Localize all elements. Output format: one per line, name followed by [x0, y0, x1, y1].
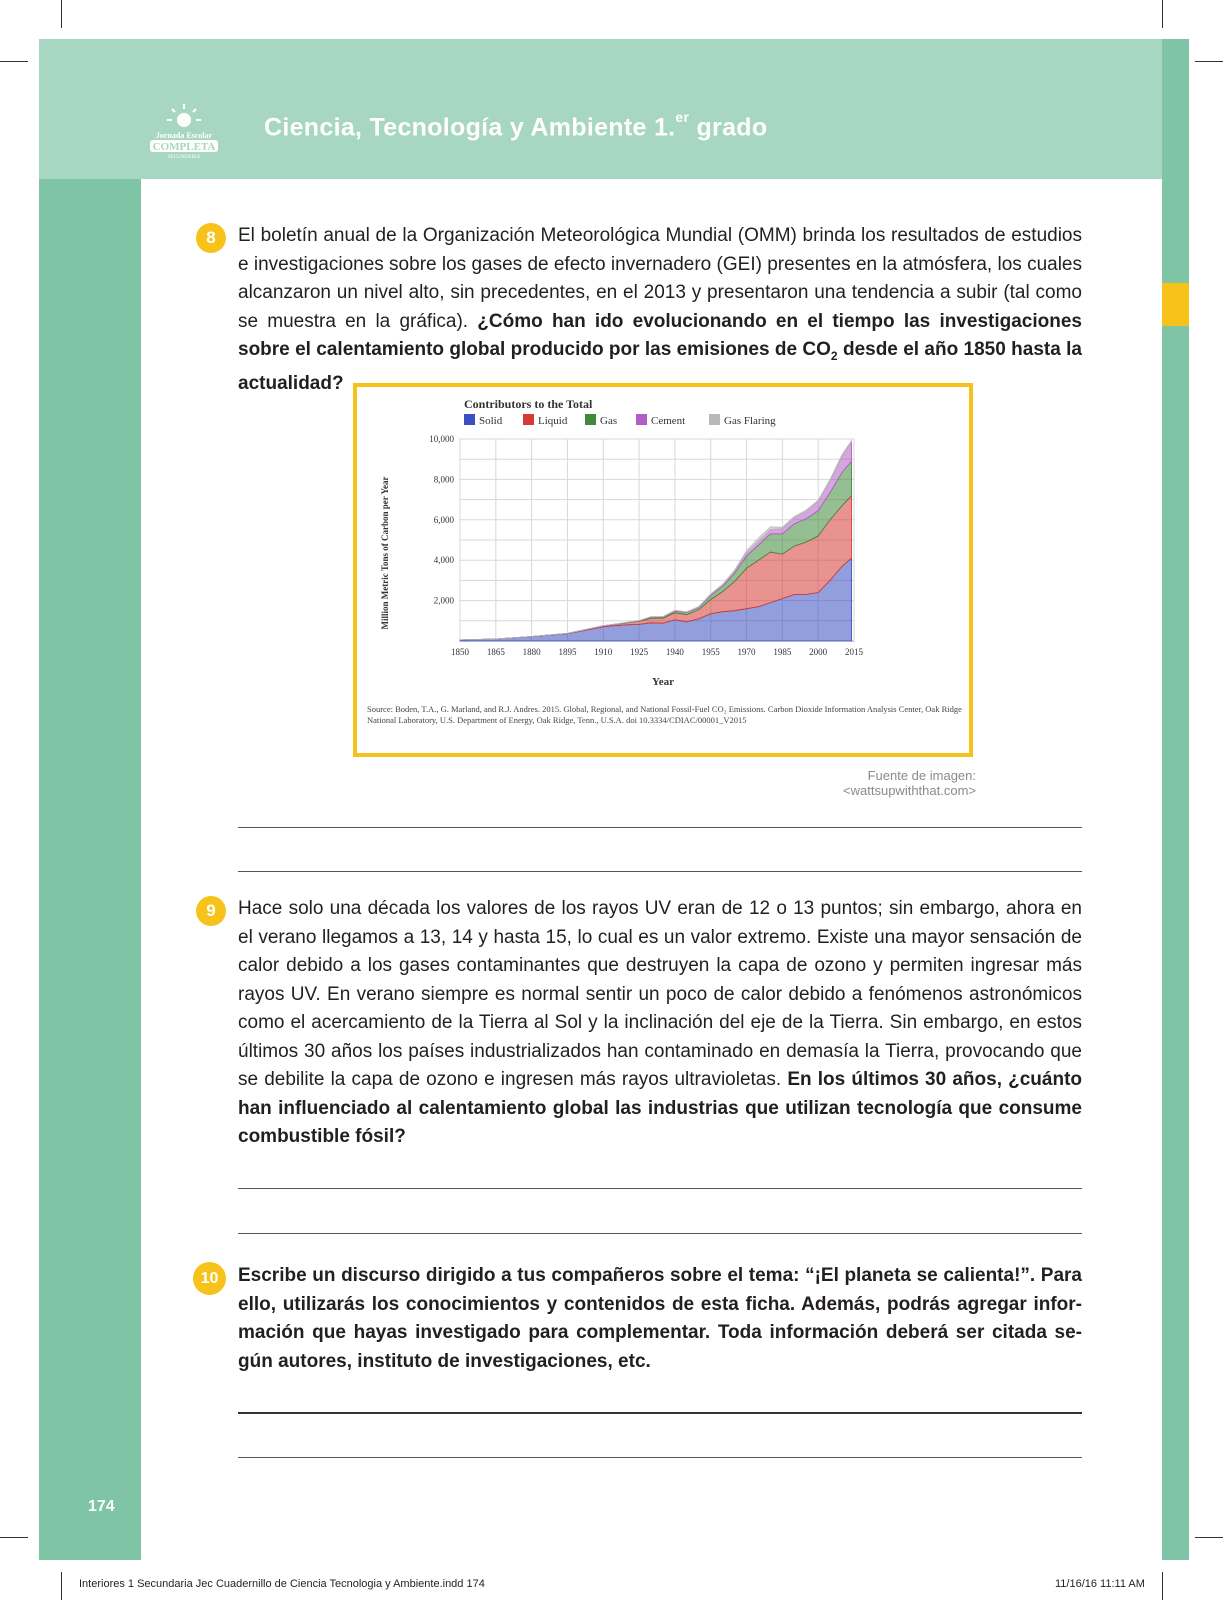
y-tick-label: 6,000 [433, 514, 454, 525]
legend-label: Solid [479, 415, 503, 427]
answer-line [238, 871, 1082, 872]
legend-swatch [585, 414, 596, 425]
question-8-text: El boletín anual de la Organización Meteorológica Mundial (OMM) brinda los resultados de estudios e investigaciones sobre los gases de efecto invernadero (GEI) presentes en la atmósfera, los cuales alcanzaron un nivel alto, sin precedentes, en el 2013 y presentaron una tendencia a subir (tal como se muestra en la gráfica). ¿Cómo han ido evolucionando en el tiempo las investigaciones sobre el calentamiento global producido por las emisiones de $CO_2$ desde el año 1850 hasta la actualidad? [238, 225, 1082, 395]
emissions-chart [357, 387, 969, 753]
page-title: Ciencia, Tecnología y Ambiente 1.$^{er}$ grado [264, 109, 768, 142]
x-tick-label: 2000 [809, 647, 828, 657]
answer-line [238, 1233, 1082, 1234]
question-number-badge: 10 [193, 1262, 226, 1295]
chart-frame [353, 383, 973, 757]
legend-label: Gas Flaring [724, 415, 776, 427]
answer-line [238, 827, 1082, 828]
crop-mark [0, 1537, 28, 1538]
chart-source-note: Source: Boden, T.A., G. Marland, and R.J. Andres. 2015. Global, Regional, and National Fossil-Fuel CO₂ Emissions. Carbon Dioxide Information Analysis Center, Oak Ridge National Laboratory, U.S. Department of Energy, Oak Ridge, Tenn., U.S.A. doi 10.3334/CDIAC/00001_V2015 [367, 704, 962, 725]
x-tick-label: 1895 [558, 647, 577, 657]
x-axis-label: Year [652, 676, 674, 688]
legend-label: Gas [600, 415, 618, 427]
legend-swatch [523, 414, 534, 425]
chart-legend [464, 414, 776, 427]
section-tab-marker [1162, 283, 1189, 326]
chart-title: Contributors to the Total [464, 397, 593, 411]
crop-mark [0, 61, 28, 62]
page-number: 174 [88, 1498, 115, 1515]
crop-mark [1162, 1572, 1163, 1600]
y-axis-label: Million Metric Tons of Carbon per Year [380, 476, 390, 630]
question-10-prompt: Escribe un discurso dirigido a tus compañeros sobre el tema: “¡El planeta se calienta!”. Para ello, utilizarás los conocimientos y contenidos de esta ficha. Además, podrás agregar información que hayas investigado para complementar. Toda información deberá ser citada según autores, instituto de investigaciones, etc. [238, 1265, 1082, 1372]
y-tick-label: 2,000 [433, 595, 454, 606]
crop-mark [1162, 0, 1163, 28]
footer-datetime: 11/16/16 11:11 AM [1055, 1578, 1145, 1590]
x-tick-label: 1925 [630, 647, 649, 657]
logo [142, 100, 226, 160]
left-sidebar-band [39, 179, 141, 1560]
question-8-prompt: ¿Cómo han ido evolucionando en el tiempo las investigaciones sobre el calentamiento global producido por las emisiones de $CO_2$ desde el año 1850 hasta la actualidad? [238, 310, 1082, 395]
crop-mark [1195, 1537, 1223, 1538]
x-tick-label: 1955 [701, 647, 720, 657]
image-caption: Fuente de imagen: <wattsupwiththat.com> [843, 768, 976, 798]
right-sidebar-band [1162, 39, 1189, 1560]
y-axis-ticks [429, 434, 454, 606]
question-10-text [238, 1262, 1082, 1376]
legend-label: Liquid [538, 415, 568, 427]
answer-line [238, 1188, 1082, 1189]
logo-line1: Jornada Escolar [155, 131, 213, 140]
crop-mark [61, 1572, 62, 1600]
x-tick-label: 1865 [486, 647, 505, 657]
question-9-text: Hace solo una década los valores de los rayos UV eran de 12 o 13 puntos; sin embargo, ahora en el verano llegamos a 13, 14 y hasta 15, lo cual es un valor extremo. Existe una mayor sensación de calor debido a los gases contaminantes que destruyen la capa de ozono y permiten ingresar más rayos UV. En verano siempre es normal sentir un poco de calor debido a fenómenos astronómicos como el acercamiento de la Tierra al Sol y la inclinación del eje de la Tierra. Sin embargo, en estos últimos 30 años los países industrializados han contaminado en demasía la Tierra, provocando que se debilite la capa de ozono e ingresen más rayos ultravioletas. En los últimos 30 años, ¿cuánto han influenciado al calentamiento global las industrias que utilizan tecnología que consume combustible fósil? [238, 898, 1083, 1147]
x-tick-label: 1970 [737, 647, 756, 657]
sun-icon [167, 104, 201, 127]
answer-line [238, 1412, 1082, 1414]
logo-line2: COMPLETA [152, 141, 216, 153]
logo-line3: SECUNDARIA [167, 155, 201, 160]
y-tick-label: 8,000 [433, 474, 454, 485]
x-tick-label: 1850 [451, 647, 469, 657]
x-tick-label: 1940 [665, 647, 684, 657]
crop-mark [61, 0, 62, 28]
x-axis-ticks [451, 647, 864, 657]
x-tick-label: 1985 [773, 647, 792, 657]
y-tick-label: 10,000 [429, 434, 454, 444]
footer-file-info: Interiores 1 Secundaria Jec Cuadernillo de Ciencia Tecnologia y Ambiente.indd 174 [79, 1578, 485, 1590]
y-tick-label: 4,000 [433, 555, 454, 566]
legend-label: Cement [651, 415, 686, 427]
answer-line [238, 1457, 1082, 1458]
question-number-badge: 8 [196, 223, 226, 253]
x-tick-label: 1910 [594, 647, 613, 657]
x-tick-label: 2015 [845, 647, 863, 657]
x-tick-label: 1880 [522, 647, 541, 657]
crop-mark [1195, 61, 1223, 62]
legend-swatch [636, 414, 647, 425]
legend-swatch [464, 414, 475, 425]
legend-swatch [709, 414, 720, 425]
question-number-badge: 9 [196, 896, 226, 926]
question-9-prompt: En los últimos 30 años, ¿cuánto han influenciado al calentamiento global las industrias que utilizan tecnología que consume combustible fósil? [238, 1069, 1083, 1147]
